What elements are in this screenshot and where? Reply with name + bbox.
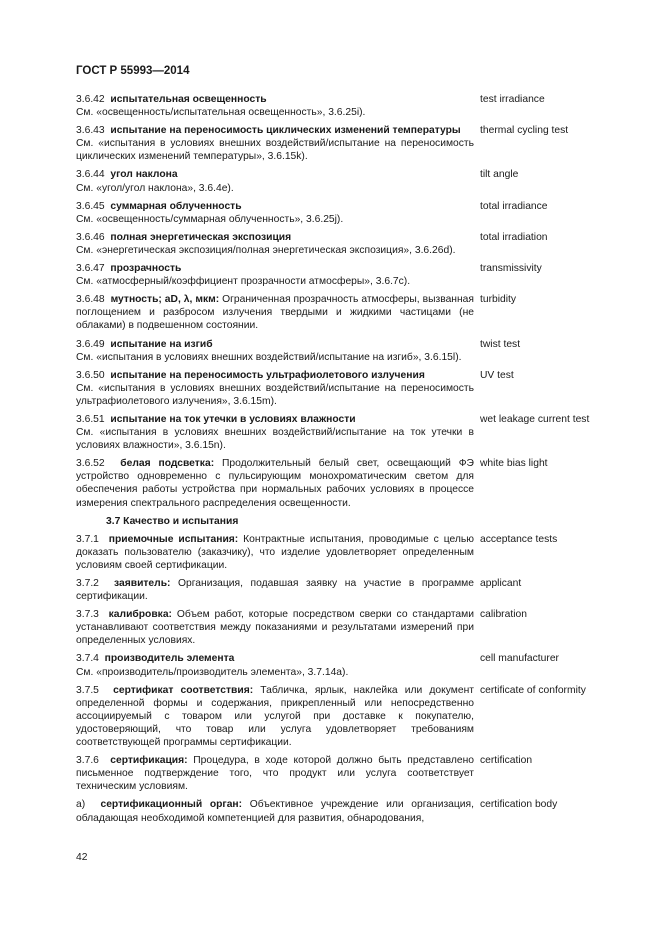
- english-term: white bias light: [480, 458, 548, 470]
- term-text: Ограниченная прозрачность атмосферы, вызванная поглощением и разбросом излучения твердыми и жидкими частицами (не облаками) в подвешенном состоянии.: [76, 294, 474, 332]
- term-entry: [76, 754, 612, 793]
- english-term: twist test: [480, 338, 521, 350]
- english-term: certification body: [480, 799, 558, 811]
- term-name: угол наклона: [110, 169, 178, 181]
- term-text: Объем работ, которые посредством сверки со стандартами устанавливают соответствия между показаниями и результатами измерений при определенных условиях.: [76, 609, 474, 647]
- term-definition: [76, 200, 474, 226]
- english-term: transmissivity: [480, 263, 542, 275]
- term-number: 3.6.47: [76, 263, 105, 275]
- english-term: thermal cycling test: [480, 125, 569, 137]
- term-name: прозрачность: [110, 263, 182, 275]
- term-definition: [76, 369, 474, 408]
- term-name: сертификация:: [110, 755, 188, 767]
- term-text: См. «производитель/производитель элемента», 3.7.14a).: [76, 666, 349, 678]
- term-number: 3.7.2: [76, 578, 99, 589]
- term-entry: [76, 124, 612, 163]
- term-number: 3.7.5: [76, 684, 99, 696]
- term-text: См. «испытания в условиях внешних воздействий/испытание на переносимость циклических изменений температуры», 3.6.15k).: [76, 138, 474, 163]
- term-entry: [76, 369, 612, 408]
- english-term: UV test: [480, 369, 514, 381]
- term-number: 3.6.43: [76, 125, 105, 137]
- document-header: ГОСТ Р 55993—2014: [76, 65, 190, 77]
- term-text: См. «освещенность/суммарная облученность», 3.6.25j).: [76, 213, 344, 225]
- term-name: испытание на изгиб: [110, 338, 213, 350]
- term-text: См. «угол/угол наклона», 3.6.4e).: [76, 182, 234, 194]
- term-name: белая подсветка:: [120, 458, 215, 470]
- term-number: 3.7.1: [76, 533, 99, 545]
- term-definition: [76, 533, 474, 572]
- english-term: test irradiance: [480, 94, 545, 105]
- term-definition: [76, 93, 474, 119]
- term-entry: [76, 168, 612, 194]
- term-number: 3.6.48: [76, 294, 105, 306]
- term-definition: [76, 457, 474, 509]
- section-heading: 3.7 Качество и испытания: [106, 515, 239, 527]
- term-text: См. «испытания в условиях внешних воздействий/испытание на изгиб», 3.6.15l).: [76, 351, 462, 363]
- term-name: сертификационный орган:: [100, 799, 243, 811]
- term-definition: [76, 754, 474, 793]
- english-term: certificate of conformity: [480, 684, 586, 696]
- english-term: turbidity: [480, 294, 517, 306]
- term-entry: [76, 413, 612, 452]
- term-number: 3.7.6: [76, 755, 99, 767]
- term-definition: [76, 684, 474, 749]
- term-number: 3.6.42: [76, 94, 105, 105]
- term-text: Продолжительный белый свет, освещающий ФЭ устройство одновременно с пульсирующим монохроматическим светом для обеспечения работы устройства при нормальных рабочих условиях в процессе измерения спектрального распределения освещенности.: [76, 458, 474, 509]
- term-entry: [76, 200, 612, 226]
- english-term: cell manufacturer: [480, 653, 559, 665]
- term-text: См. «энергетическая экспозиция/полная энергетическая экспозиция», 3.6.26d).: [76, 244, 456, 256]
- term-name: мутность; aD, λ, мкм:: [110, 294, 220, 306]
- term-text: См. «освещенность/испытательная освещенность», 3.6.25i).: [76, 107, 366, 119]
- term-name: суммарная облученность: [110, 200, 242, 212]
- term-text: См. «атмосферный/коэффициент прозрачности атмосферы», 3.6.7c).: [76, 276, 411, 288]
- term-definition: [76, 338, 474, 364]
- term-definition: [76, 168, 474, 194]
- term-text: Объективное учреждение или организация, обладающая необходимой компетенцией для развития, обнародования,: [76, 799, 474, 824]
- term-definition: [76, 652, 474, 678]
- term-number: 3.6.46: [76, 231, 105, 243]
- term-list-3-6: [76, 93, 612, 510]
- term-name: испытание на переносимость циклических изменений температуры: [110, 125, 461, 137]
- term-text: Контрактные испытания, проводимые с целью доказать пользователю (заказчику), что изделие удовлетворяет определенным условиям своей сертификации.: [76, 533, 474, 571]
- term-list-3-7: [76, 533, 612, 825]
- english-term: total irradiation: [480, 231, 548, 243]
- term-entry: [76, 262, 612, 288]
- term-entry: [76, 457, 612, 509]
- term-entry: [76, 652, 612, 678]
- term-definition: [76, 608, 474, 647]
- term-number: 3.6.51: [76, 413, 105, 425]
- english-term: applicant: [480, 578, 522, 589]
- term-text: Процедура, в ходе которой должно быть представлено письменное подтверждение того, что продукт или услуга соответствует техническим условиям.: [76, 755, 474, 793]
- english-term: acceptance tests: [480, 533, 558, 545]
- term-name: испытание на ток утечки в условиях влажности: [110, 413, 356, 425]
- term-definition: [76, 293, 474, 332]
- term-name: калибровка:: [108, 609, 172, 621]
- term-number: а): [76, 799, 86, 811]
- term-definition: [76, 577, 474, 603]
- term-entry: [76, 608, 612, 647]
- term-name: производитель элемента: [104, 653, 235, 665]
- term-entry: [76, 577, 612, 603]
- term-name: испытательная освещенность: [110, 94, 267, 105]
- term-entry: [76, 93, 612, 119]
- term-name: испытание на переносимость ультрафиолетового излучения: [110, 369, 425, 381]
- term-number: 3.6.45: [76, 200, 105, 212]
- term-entry: [76, 533, 612, 572]
- term-text: См. «испытания в условиях внешних воздействий/испытание на ток утечки в условиях влажности», 3.6.15n).: [76, 427, 474, 452]
- term-entry: [76, 684, 612, 749]
- term-name: сертификат соответствия:: [113, 684, 254, 696]
- term-text: Организация, подавшая заявку на участие в программе сертификации.: [76, 578, 474, 603]
- term-entry: [76, 293, 612, 332]
- term-name: приемочные испытания:: [108, 533, 239, 545]
- term-number: 3.6.52: [76, 458, 105, 470]
- term-number: 3.7.4: [76, 653, 99, 665]
- term-name: заявитель:: [114, 578, 171, 589]
- term-definition: [76, 231, 474, 257]
- term-entry: [76, 338, 612, 364]
- term-definition: [76, 413, 474, 452]
- term-entry: [76, 231, 612, 257]
- english-term: calibration: [480, 609, 527, 621]
- term-name: полная энергетическая экспозиция: [110, 231, 292, 243]
- term-number: 3.6.50: [76, 369, 105, 381]
- term-number: 3.7.3: [76, 609, 99, 621]
- english-term: total irradiance: [480, 200, 548, 212]
- document-body: [76, 93, 612, 830]
- english-term: tilt angle: [480, 169, 519, 181]
- term-text: См. «испытания в условиях внешних воздействий/испытание на переносимость ультрафиолетового излучения», 3.6.15m).: [76, 382, 474, 407]
- term-definition: [76, 124, 474, 163]
- term-text: Табличка, ярлык, наклейка или документ определенной формы и содержания, прикрепленный или непосредственно ассоциируемый с товаром или услугой при доставке к покупателю, удостоверяющий, что товар или услуга удовлетворяет требованиям соответствующей программы сертификации.: [76, 684, 474, 749]
- term-definition: [76, 798, 474, 824]
- term-number: 3.6.44: [76, 169, 105, 181]
- page-number: 42: [76, 852, 88, 863]
- english-term: certification: [480, 755, 533, 767]
- term-definition: [76, 262, 474, 288]
- english-term: wet leakage current test: [480, 413, 590, 425]
- term-entry: [76, 798, 612, 824]
- term-number: 3.6.49: [76, 338, 105, 350]
